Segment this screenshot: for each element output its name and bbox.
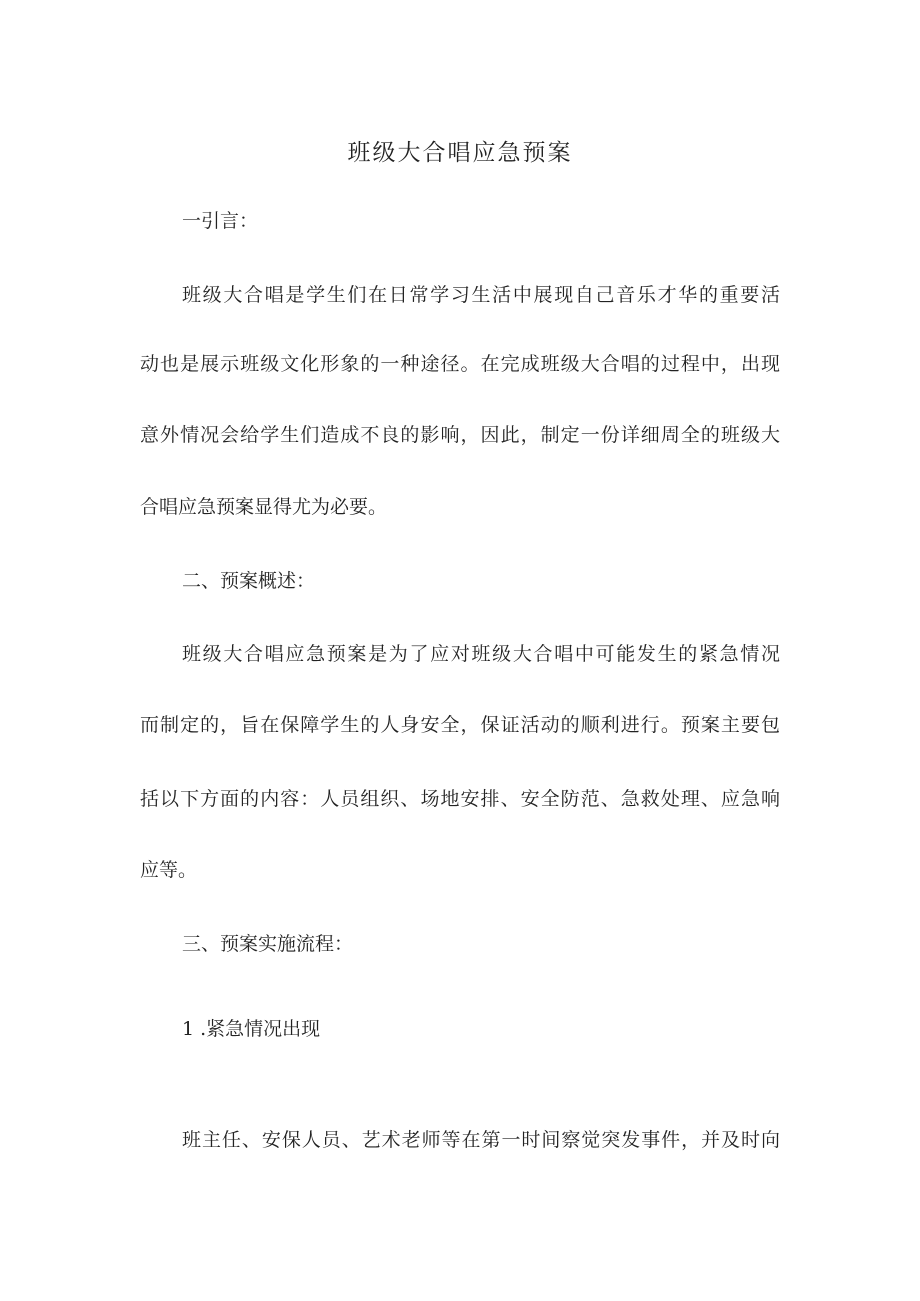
paragraph-line: 而制定的，旨在保障学生的人身安全，保证活动的顺利进行。预案主要包: [140, 714, 780, 736]
paragraph-line: 班主任、安保人员、艺术老师等在第一时间察觉突发事件，并及时向: [182, 1129, 780, 1151]
section-heading-introduction: 一引言：: [182, 210, 259, 232]
section-heading-procedure: 三、预案实施流程：: [182, 933, 354, 955]
paragraph-line: 动也是展示班级文化形象的一种途径。在完成班级大合唱的过程中，出现: [140, 353, 780, 375]
paragraph-line: 意外情况会给学生们造成不良的影响，因此，制定一份详细周全的班级大: [140, 424, 780, 446]
document-title: 班级大合唱应急预案: [347, 140, 573, 166]
paragraph-line: 班级大合唱是学生们在日常学习生活中展现自己音乐才华的重要活: [182, 284, 780, 306]
paragraph-line: 班级大合唱应急预案是为了应对班级大合唱中可能发生的紧急情况: [182, 643, 780, 665]
subsection-heading: 1 .紧急情况出现: [182, 1018, 321, 1040]
paragraph-line: 合唱应急预案显得尤为必要。: [140, 496, 388, 518]
paragraph-line: 应等。: [140, 859, 198, 881]
paragraph-line: 括以下方面的内容：人员组织、场地安排、安全防范、急救处理、应急响: [140, 788, 780, 810]
section-heading-overview: 二、预案概述：: [182, 570, 316, 592]
